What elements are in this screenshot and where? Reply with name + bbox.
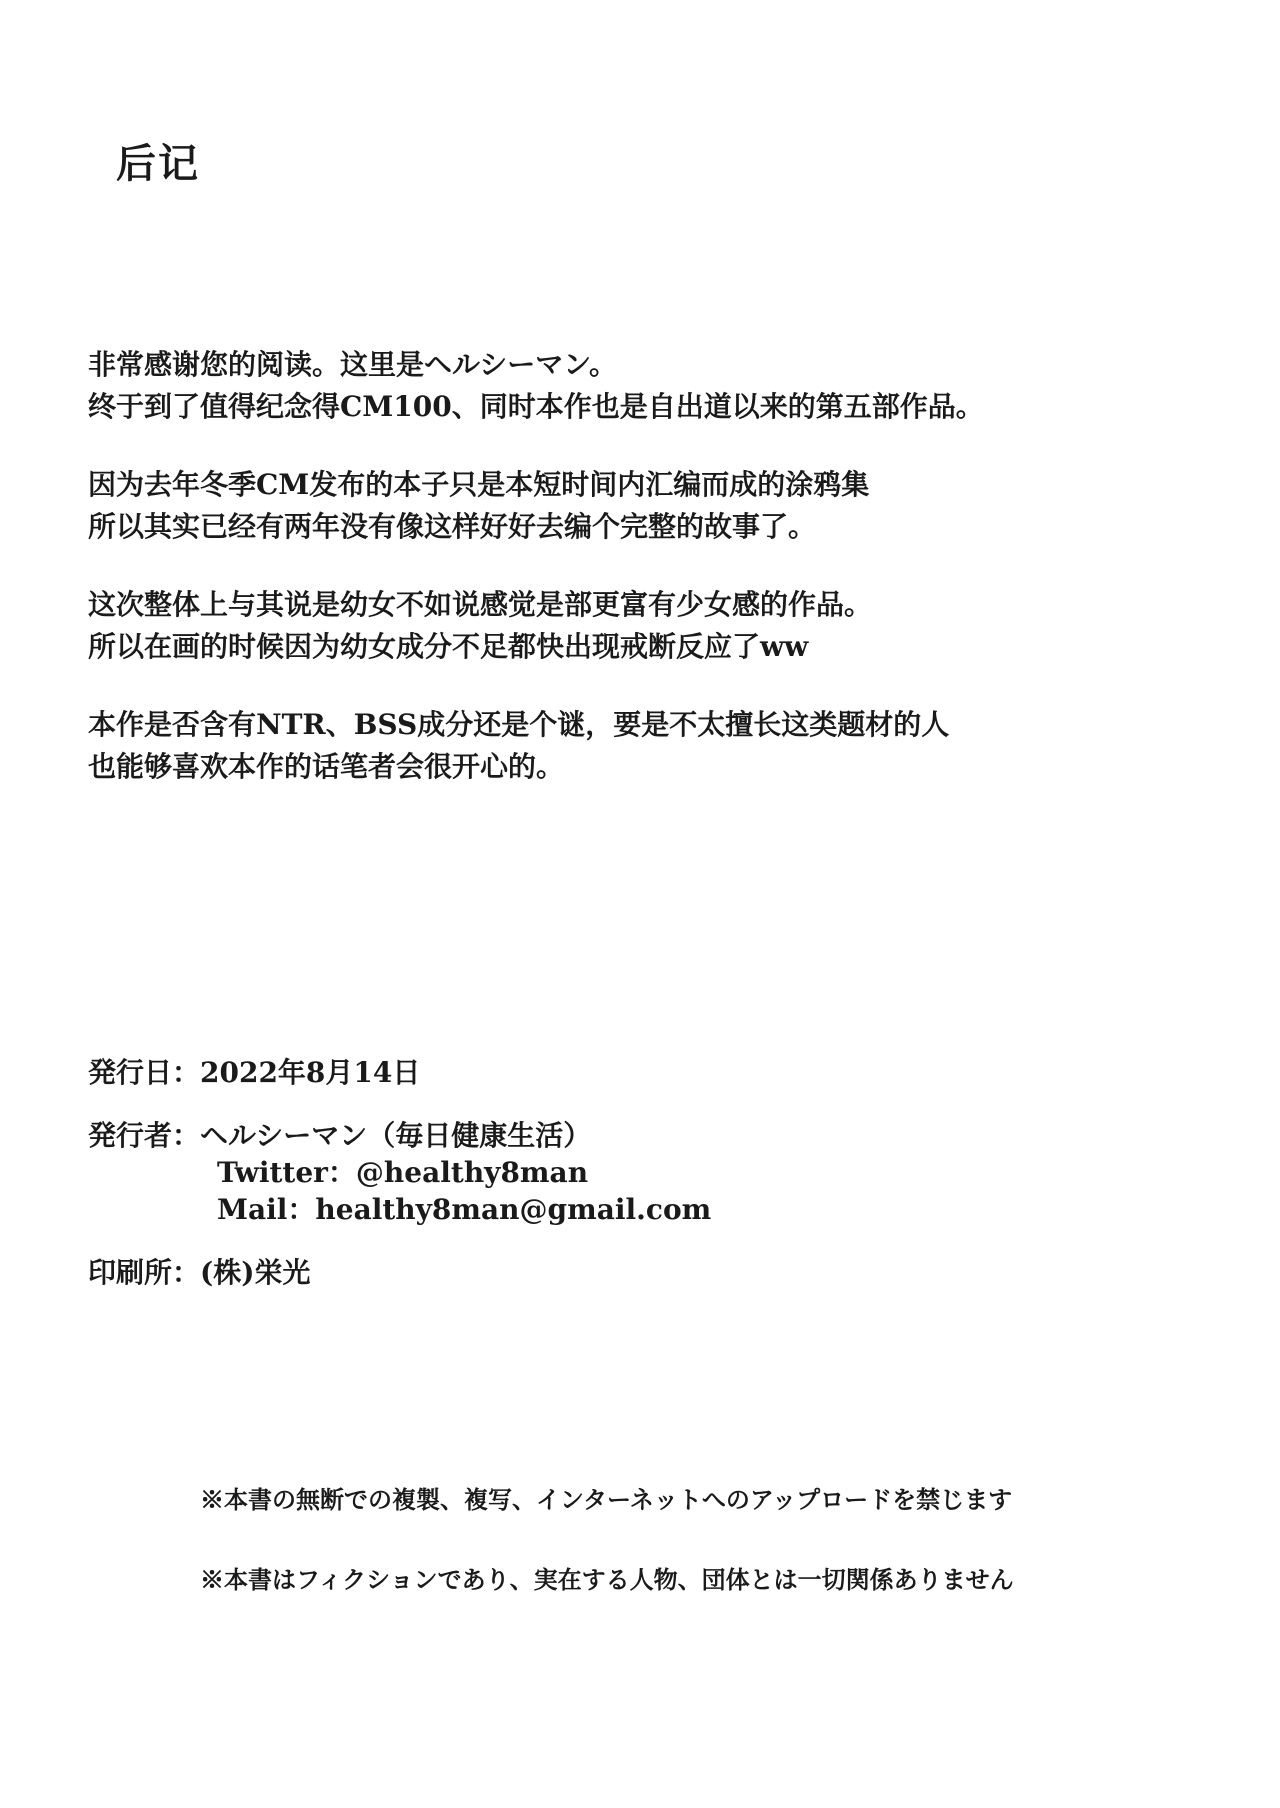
paragraph (88, 704, 1248, 788)
paragraph (88, 344, 1248, 428)
paragraph-line: 所以其实已经有两年没有像这样好好去编个完整的故事了。 (88, 510, 817, 543)
colophon (88, 1054, 711, 1317)
printer-group (88, 1254, 711, 1291)
publication-date: 発行日：2022年8月14日 (88, 1056, 421, 1089)
publisher: 発行者：ヘルシーマン（毎日健康生活） (88, 1119, 592, 1152)
paragraph-line: 所以在画的时候因为幼女成分不足都快出现戒断反应了ww (88, 630, 809, 663)
paragraph-line: 也能够喜欢本作的话笔者会很开心的。 (88, 750, 565, 783)
publisher-group (88, 1117, 711, 1228)
legal-notices (200, 1484, 1014, 1644)
paragraph-line: 非常感谢您的阅读。这里是ヘルシーマン。 (88, 348, 618, 381)
fiction-disclaimer: ※本書はフィクションであり、実在する人物、団体とは一切関係ありません (200, 1565, 1014, 1594)
copyright-notice: ※本書の無断での複製、複写、インターネットへのアップロードを禁じます (200, 1485, 1013, 1514)
mail-address: Mail：healthy8man@gmail.com (217, 1193, 712, 1226)
page-title: 后记 (116, 140, 200, 187)
publication-date-group (88, 1054, 711, 1091)
paragraph-line: 这次整体上与其说是幼女不如说感觉是部更富有少女感的作品。 (88, 588, 873, 621)
paragraph-line: 因为去年冬季CM发布的本子只是本短时间内汇编而成的涂鸦集 (88, 468, 870, 501)
twitter-handle: Twitter：@healthy8man (217, 1156, 589, 1189)
paragraph-line: 本作是否含有NTR、BSS成分还是个谜，要是不太擅长这类题材的人 (88, 708, 950, 741)
paragraph (88, 584, 1248, 668)
printer: 印刷所：(株)栄光 (88, 1256, 311, 1289)
paragraph (88, 464, 1248, 548)
paragraph-line: 终于到了值得纪念得CM100、同时本作也是自出道以来的第五部作品。 (88, 390, 984, 423)
afterword-body (88, 344, 1248, 824)
